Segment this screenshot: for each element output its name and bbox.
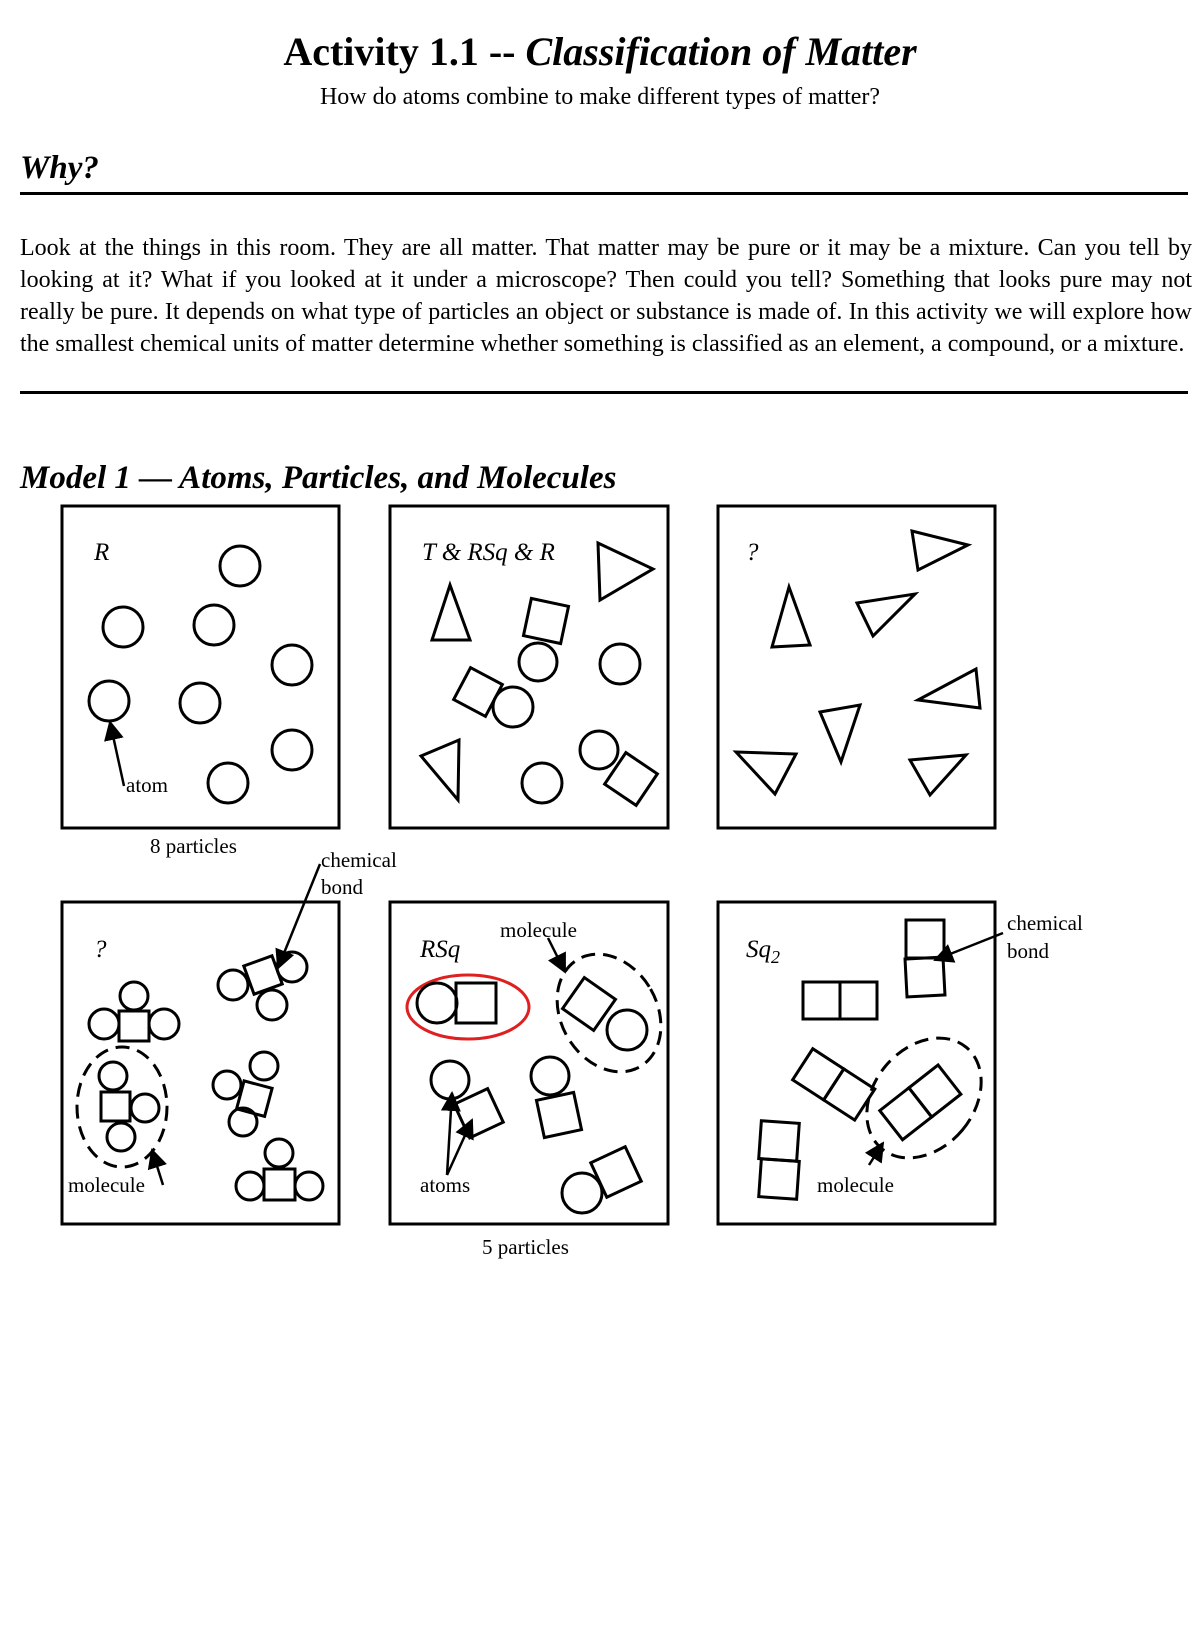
box-6-label-main: Sq	[746, 936, 771, 963]
annotation-chemical-1: chemical	[321, 848, 397, 872]
box-1-caption: 8 particles	[150, 834, 237, 858]
annotation-molecule-2: molecule	[500, 918, 577, 942]
box-3-frame	[718, 506, 995, 828]
why-heading: Why?	[20, 150, 99, 186]
box-2-label: T & RSq & R	[422, 539, 555, 566]
annotation-molecule-3: molecule	[817, 1173, 894, 1197]
box-3-label: ?	[746, 539, 759, 566]
page-subtitle: How do atoms combine to make different types of matter?	[319, 84, 881, 110]
model-diagram	[0, 495, 1200, 1275]
annotation-chemical-2: chemical	[1007, 911, 1083, 935]
annotation-atom: atom	[126, 773, 168, 797]
annotation-bond-1: bond	[321, 875, 363, 899]
intro-paragraph: Look at the things in this room. They are all matter. That matter may be pure or it may be a mixture. Can you tell by looking at it? What if you looked at it under a microscope? Then could you tell? Something that looks pure may not really be pure. It depends on what type of particles an object or substance is made of. In this activity we will explore how the smallest chemical units of matter determine whether something is classified as an element, a compound, or a mixture.	[20, 235, 1192, 357]
box-6-particles	[759, 920, 1005, 1199]
box-1-atoms	[89, 546, 312, 803]
annotation-bond-2: bond	[1007, 939, 1049, 963]
box-3-particles	[736, 531, 980, 795]
box-6-label-subscript: 2	[771, 947, 780, 967]
box-6-label	[746, 936, 780, 967]
title-main: Activity 1.1 --	[283, 29, 526, 74]
title-italic: Classification of Matter	[525, 29, 917, 74]
box-4-particles	[77, 952, 323, 1200]
model-heading: Model 1 — Atoms, Particles, and Molecules	[20, 460, 617, 496]
divider	[20, 391, 1188, 394]
box-1-label: R	[94, 539, 110, 566]
box-2-particles	[421, 543, 657, 805]
page-title	[0, 28, 1200, 75]
box-4-label: ?	[94, 936, 107, 963]
divider	[20, 192, 1188, 195]
annotation-molecule-1: molecule	[68, 1173, 145, 1197]
annotation-atoms: atoms	[420, 1173, 471, 1197]
annotation-arrows	[110, 722, 1003, 1185]
box-5-caption: 5 particles	[482, 1235, 569, 1259]
box-5-label: RSq	[420, 936, 461, 963]
